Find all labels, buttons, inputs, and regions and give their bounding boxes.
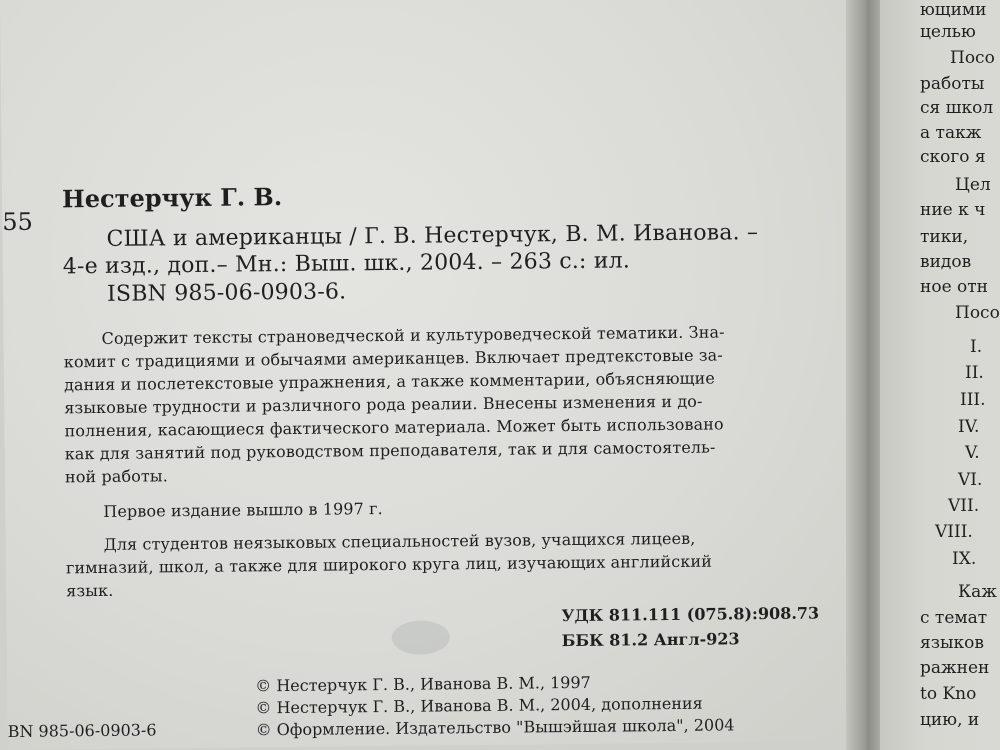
- right-page-line: целью: [920, 22, 976, 42]
- audience-line: Для студентов неязыковых специальностей вузов, учащихся лицеев,: [103, 528, 696, 554]
- right-page-line: IX.: [952, 549, 977, 569]
- right-page-line: ся школ: [920, 98, 994, 118]
- right-page-line: тики,: [920, 227, 969, 247]
- right-page: [880, 0, 1000, 750]
- bibliography-line-1: США и американцы / Г. В. Нестерчук, В. М. Иванова. –: [106, 220, 759, 252]
- right-page-line: с темат: [920, 608, 988, 628]
- right-page-line: Посо: [950, 48, 995, 68]
- isbn-bottom: BN 985-06-0903-6: [7, 720, 157, 741]
- right-page-line: Цел: [955, 175, 991, 195]
- right-page-line: V.: [965, 443, 980, 463]
- abstract-line: как для занятий под руководством преподавателя, так и для самостоятель-: [64, 437, 716, 464]
- abstract-line: дания и послетекстовые упражнения, а также комментарии, объясняющие: [63, 368, 715, 395]
- right-page-line: ражнен: [920, 658, 990, 678]
- right-page-line: работы: [920, 74, 985, 94]
- right-page-line: ющими: [920, 0, 987, 20]
- right-page-line: I.: [970, 337, 983, 357]
- audience-line: язык.: [66, 580, 114, 601]
- abstract-line: языковые трудности и различного рода реалии. Внесены изменения и до-: [64, 391, 703, 418]
- right-page-line: цию, и: [920, 710, 980, 730]
- right-page-line: ное отн: [920, 277, 988, 297]
- abstract-line: комит с традициями и обычаями американцев. Включает предтекстовые за-: [63, 345, 723, 372]
- copyright-line: © Оформление. Издательство "Вышэйшая школа", 2004: [255, 715, 735, 740]
- first-edition-note: Первое издание вышло в 1997 г.: [103, 499, 383, 521]
- right-page-line: II.: [965, 363, 984, 383]
- right-page-line: VII.: [948, 496, 980, 516]
- bbk-code: ББК 81.2 Англ-923: [561, 629, 740, 651]
- abstract-line: Содержит тексты страноведческой и культуроведческой тематики. Зна-: [101, 322, 725, 348]
- copyright-line: © Нестерчук Г. В., Иванова В. М., 1997: [255, 672, 591, 696]
- catalog-number: 55: [2, 207, 34, 236]
- copyright-line: © Нестерчук Г. В., Иванова В. М., 2004, дополнения: [255, 693, 703, 718]
- right-page-line: III.: [960, 390, 986, 410]
- right-page-line: видов: [920, 252, 972, 272]
- right-page-line: to Kno: [920, 684, 977, 704]
- right-page-line: Каж: [958, 582, 997, 602]
- bibliography-isbn: ISBN 985-06-0903-6.: [106, 279, 347, 307]
- right-page-line: языков: [920, 633, 984, 653]
- udk-code: УДК 811.111 (075.8):908.73: [561, 603, 820, 626]
- right-page-line: VIII.: [935, 522, 973, 542]
- right-page-line: а такж: [920, 123, 982, 143]
- right-page-line: VI.: [958, 470, 983, 490]
- publisher-emblem-smudge: [392, 620, 450, 655]
- right-page-line: ского я: [920, 147, 986, 167]
- right-page-line: IV.: [958, 417, 980, 437]
- audience-line: гимназий, школ, а также для широкого круга лиц, изучающих английский: [65, 551, 713, 578]
- abstract-line: ной работы.: [64, 466, 168, 487]
- bibliography-line-2: 4-е изд., доп.– Мн.: Выш. шк., 2004. – 263 с.: ил.: [62, 248, 631, 280]
- author-heading: Нестерчук Г. В.: [61, 182, 283, 214]
- abstract-line: полнения, касающиеся фактического материала. Может быть использовано: [64, 414, 724, 441]
- right-page-line: ние к ч: [920, 200, 986, 220]
- right-page-line: Посо: [955, 303, 1000, 323]
